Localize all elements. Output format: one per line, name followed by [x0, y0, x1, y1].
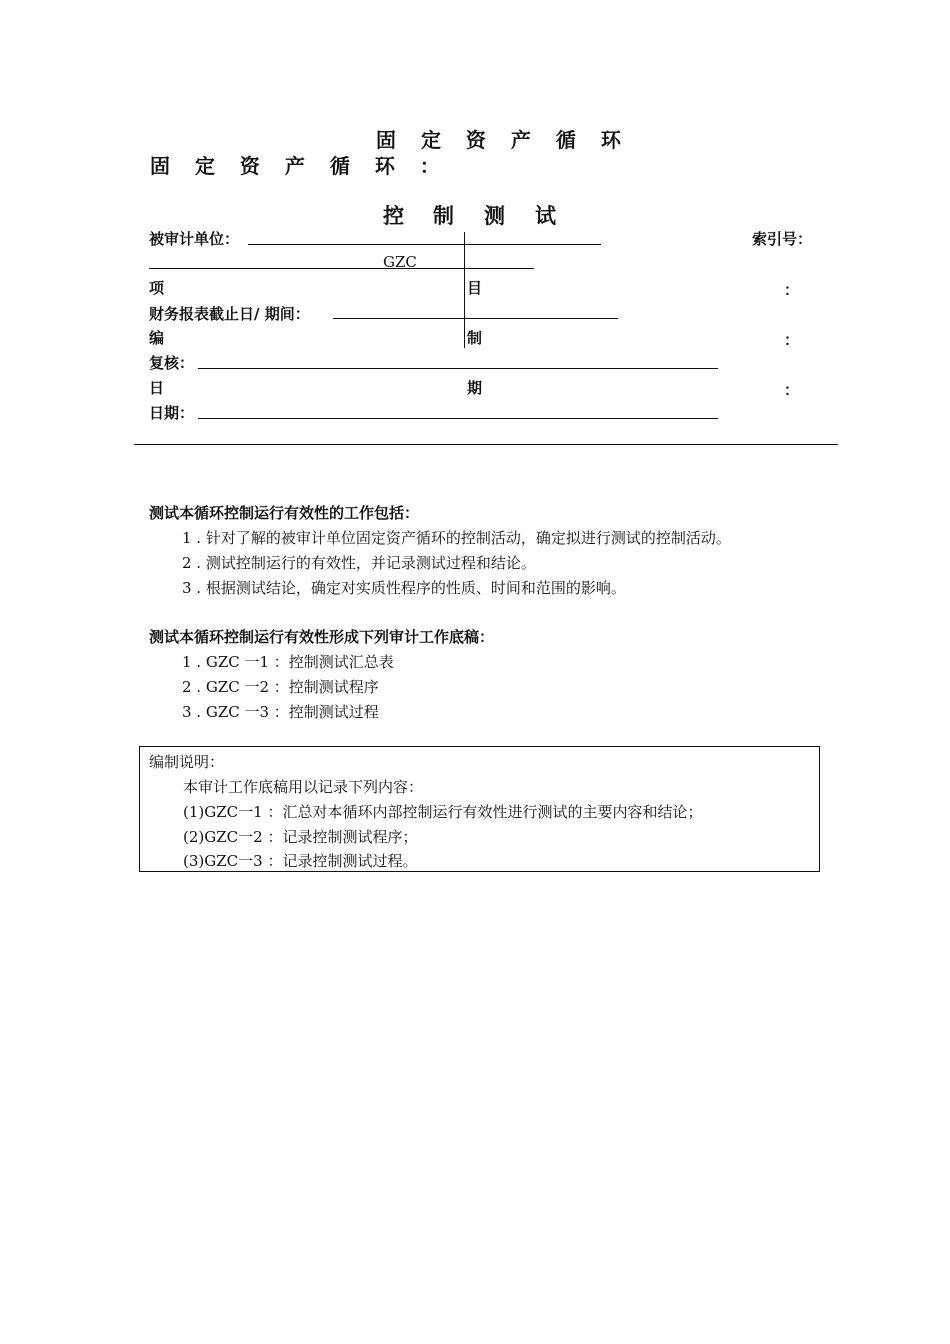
prepare-colon: ：	[784, 331, 800, 349]
header-divider	[134, 444, 838, 445]
notes-item-2: (2)GZC一2 ：记录控制测试程序；	[183, 828, 418, 846]
page-title: 固 定 资 产 循 环	[376, 128, 630, 152]
review-input-line[interactable]	[198, 368, 718, 369]
prepare-label-right: 制	[467, 329, 483, 347]
section1-heading: 测试本循环控制运行有效性的工作包括：	[149, 504, 420, 522]
section2-item-2: 2 . GZC 一2 ：控制测试程序	[182, 678, 379, 696]
date-label: 日期：	[149, 404, 195, 422]
date-input-line[interactable]	[198, 418, 718, 419]
notes-item-1: (1)GZC一1 ：汇总对本循环内部控制运行有效性进行测试的主要内容和结论；	[183, 803, 703, 821]
section1-item-1: 1 . 针对了解的被审计单位固定资产循环的控制活动，确定拟进行测试的控制活动。	[182, 529, 731, 547]
section2-heading: 测试本循环控制运行有效性形成下列审计工作底稿：	[149, 628, 495, 646]
subtitle-char-2: 制	[433, 203, 454, 228]
item-label-left: 项	[149, 279, 165, 297]
item-label-right: 目	[467, 279, 483, 297]
date-label-right: 期	[467, 379, 483, 397]
cycle-title-left: 固 定 资 产 循 环 ：	[150, 154, 449, 178]
section2-item-1: 1 . GZC 一1 ：控制测试汇总表	[182, 653, 394, 671]
section2-item-3: 3 . GZC 一3 ：控制测试过程	[182, 703, 379, 721]
period-input-line[interactable]	[333, 318, 618, 319]
prepare-label-left: 编	[149, 329, 165, 347]
section1-item-2: 2 . 测试控制运行的有效性，并记录测试过程和结论。	[182, 554, 536, 572]
period-label: 财务报表截止日/ 期间：	[149, 305, 310, 323]
notes-item-3: (3)GZC一3 ：记录控制测试过程。	[183, 852, 418, 870]
index-value: GZC	[383, 253, 417, 271]
review-label: 复核：	[149, 354, 195, 372]
auditee-input-line[interactable]	[248, 244, 601, 245]
section1-item-3: 3 . 根据测试结论，确定对实质性程序的性质、时间和范围的影响。	[182, 579, 626, 597]
notes-title: 编制说明：	[149, 753, 225, 771]
form-divider	[464, 232, 465, 348]
auditee-label: 被审计单位：	[149, 230, 240, 248]
date-colon: ：	[784, 381, 800, 399]
notes-intro: 本审计工作底稿用以记录下列内容：	[183, 778, 424, 796]
subtitle-char-1: 控	[383, 203, 404, 228]
subtitle-char-4: 试	[535, 203, 556, 228]
item-colon: ：	[784, 281, 800, 299]
date-label-left: 日	[149, 379, 165, 397]
index-label: 索引号：	[752, 230, 813, 248]
subtitle-char-3: 测	[484, 203, 505, 228]
index-input-line[interactable]	[149, 268, 534, 269]
